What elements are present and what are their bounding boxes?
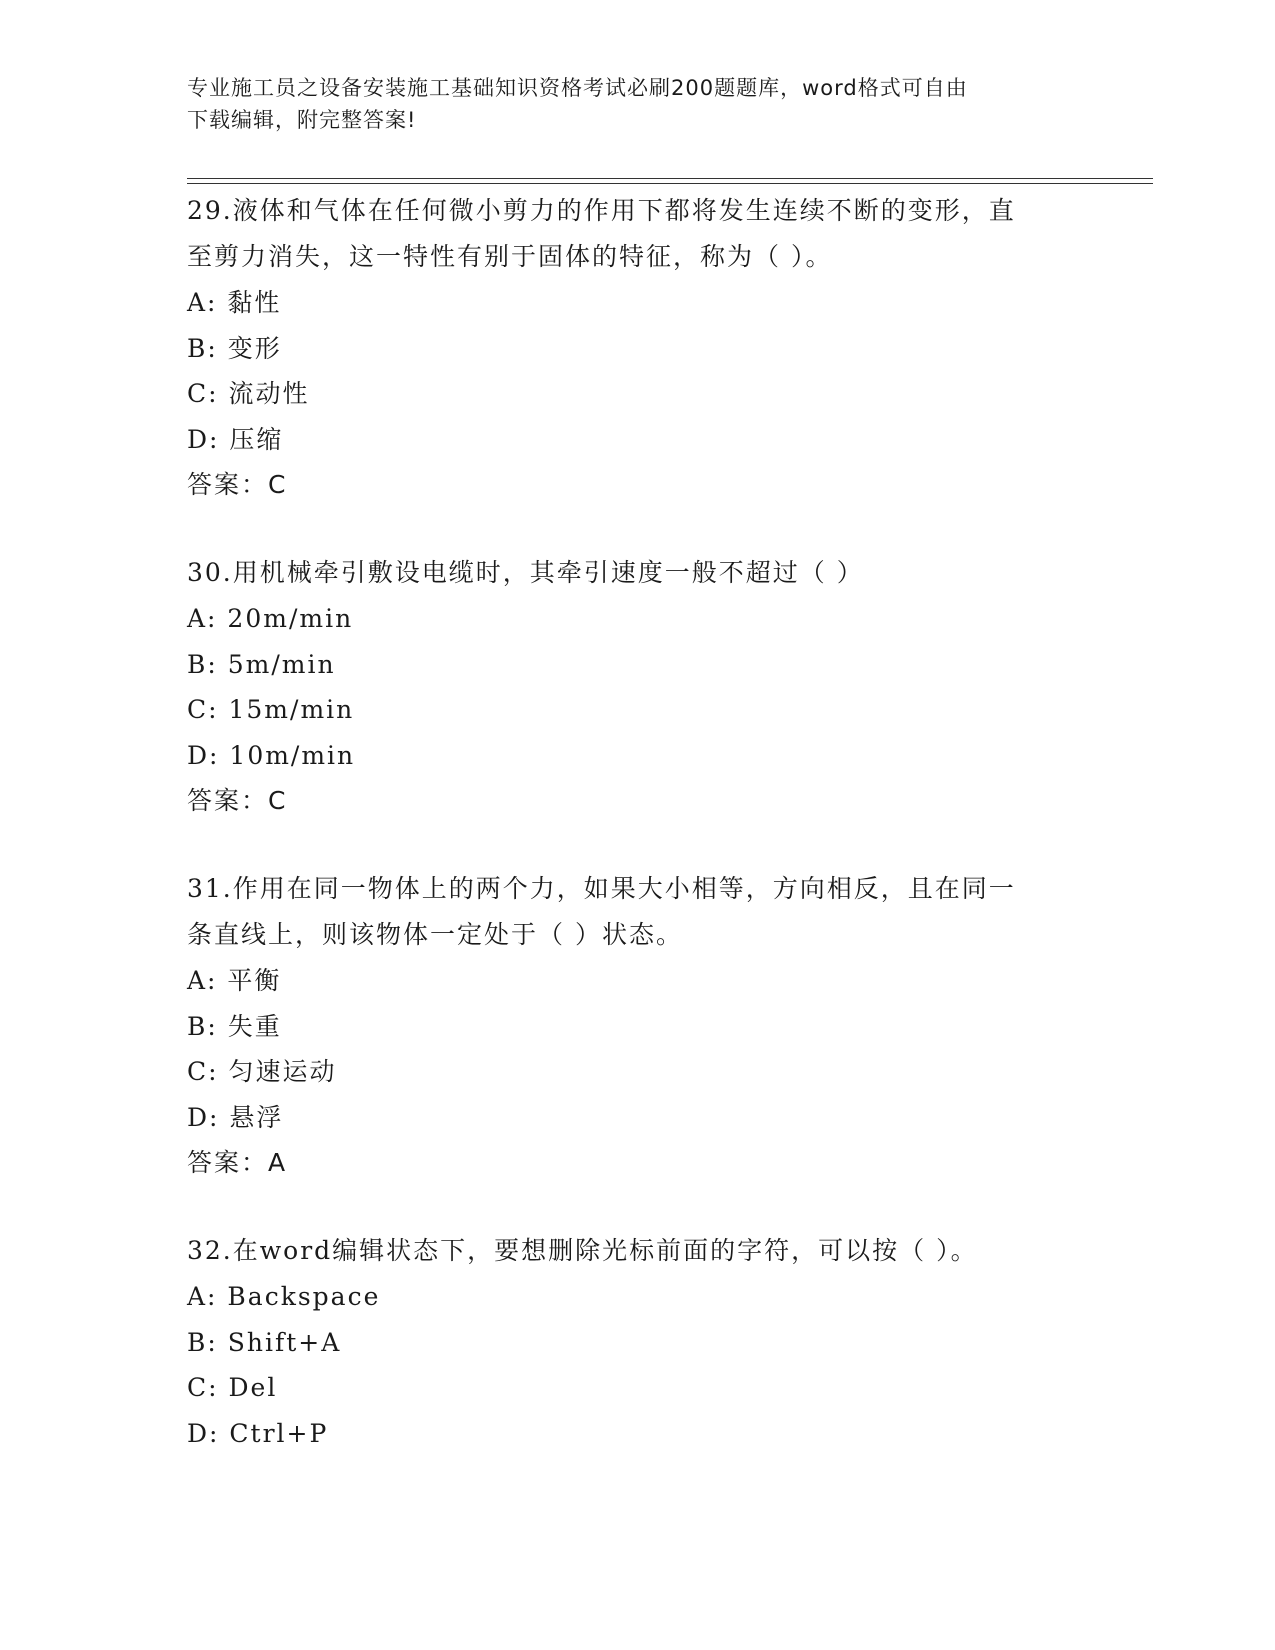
question-text-line: 31.作用在同一物体上的两个力，如果大小相等，方向相反，且在同一 xyxy=(187,874,1016,903)
question-text-line: 29.液体和气体在任何微小剪力的作用下都将发生连续不断的变形，直 xyxy=(187,196,1016,225)
document-header xyxy=(187,72,1067,136)
header-line-2: 下载编辑，附完整答案! xyxy=(187,108,417,132)
header-divider-bottom xyxy=(187,183,1153,184)
option-c: C: 流动性 xyxy=(187,379,310,408)
option-c: C: 15m/min xyxy=(187,695,355,724)
question-text xyxy=(187,550,1087,596)
question-text xyxy=(187,866,1087,958)
option-b: B: 变形 xyxy=(187,333,282,363)
option-a: A: Backspace xyxy=(187,1282,381,1311)
question-30 xyxy=(187,550,1087,824)
question-text-line: 32.在word编辑状态下，要想删除光标前面的字符，可以按（ ）。 xyxy=(187,1236,978,1265)
question-31 xyxy=(187,866,1087,1186)
question-text xyxy=(187,1228,1087,1274)
option-b: B: 5m/min xyxy=(187,649,336,679)
option-c: C: 匀速运动 xyxy=(187,1057,337,1086)
option-a: A: 20m/min xyxy=(187,604,354,633)
header-divider-top xyxy=(187,178,1153,179)
option-b: B: 失重 xyxy=(187,1011,282,1041)
header-line-1: 专业施工员之设备安装施工基础知识资格考试必刷200题题库，word格式可自由 xyxy=(187,76,968,100)
question-29 xyxy=(187,188,1087,508)
option-b: B: Shift+A xyxy=(187,1327,342,1357)
question-32 xyxy=(187,1228,1087,1456)
answer-line: 答案：C xyxy=(187,786,288,815)
option-d: D: 压缩 xyxy=(187,424,284,454)
question-text-line: 条直线上，则该物体一定处于（ ）状态。 xyxy=(187,920,683,949)
option-d: D: 10m/min xyxy=(187,740,356,770)
answer-line: 答案：C xyxy=(187,470,288,499)
question-text xyxy=(187,188,1087,280)
option-a: A: 平衡 xyxy=(187,966,282,995)
answer-line: 答案：A xyxy=(187,1148,288,1177)
option-d: D: 悬浮 xyxy=(187,1102,284,1132)
question-text-line: 至剪力消失，这一特性有别于固体的特征，称为（ ）。 xyxy=(187,242,833,271)
option-a: A: 黏性 xyxy=(187,288,282,317)
option-c: C: Del xyxy=(187,1373,278,1402)
question-text-line: 30.用机械牵引敷设电缆时，其牵引速度一般不超过（ ） xyxy=(187,558,864,587)
question-list xyxy=(187,188,1087,1498)
option-d: D: Ctrl+P xyxy=(187,1418,329,1448)
